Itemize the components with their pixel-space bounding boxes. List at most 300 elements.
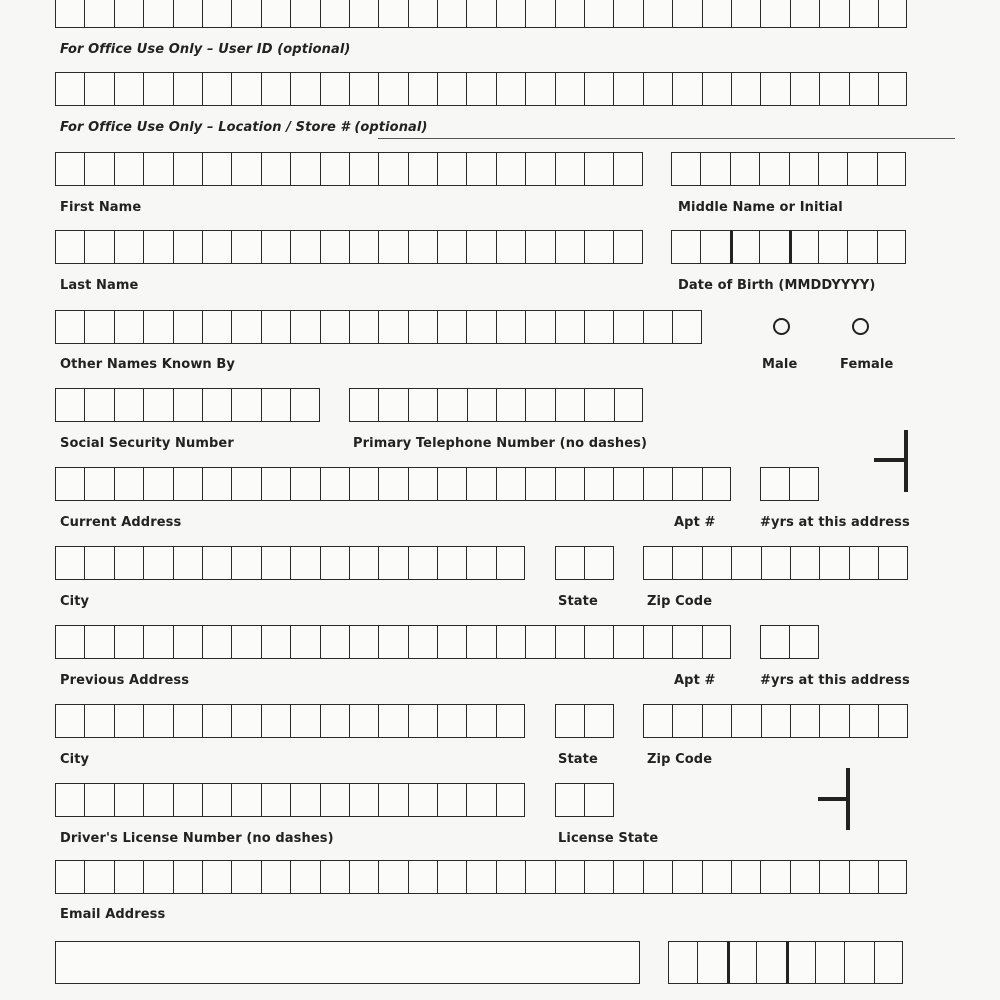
previous-yrs-boxes[interactable] (760, 625, 819, 659)
char-cell[interactable] (143, 152, 172, 186)
char-cell[interactable] (584, 230, 613, 264)
char-cell[interactable] (584, 388, 613, 422)
char-cell[interactable] (55, 783, 84, 817)
char-cell[interactable] (555, 72, 584, 106)
char-cell[interactable] (143, 230, 172, 264)
char-cell[interactable] (759, 230, 788, 264)
char-cell[interactable] (349, 0, 378, 28)
char-cell[interactable] (320, 0, 349, 28)
char-cell[interactable] (819, 546, 848, 580)
char-cell[interactable] (261, 546, 290, 580)
char-cell[interactable] (584, 625, 613, 659)
char-cell[interactable] (761, 546, 790, 580)
char-cell[interactable] (555, 625, 584, 659)
char-cell[interactable] (55, 860, 84, 894)
char-cell[interactable] (671, 230, 700, 264)
char-cell[interactable] (320, 230, 349, 264)
char-cell[interactable] (672, 704, 701, 738)
char-cell[interactable] (408, 783, 437, 817)
char-cell[interactable] (349, 152, 378, 186)
char-cell[interactable] (525, 310, 554, 344)
char-cell[interactable] (613, 860, 642, 894)
char-cell[interactable] (378, 388, 407, 422)
char-cell[interactable] (408, 546, 437, 580)
char-cell[interactable] (408, 0, 437, 28)
char-cell[interactable] (496, 546, 525, 580)
char-cell[interactable] (760, 860, 789, 894)
char-cell[interactable] (525, 72, 554, 106)
char-cell[interactable] (643, 625, 672, 659)
char-cell[interactable] (290, 704, 319, 738)
char-cell[interactable] (613, 230, 642, 264)
char-cell[interactable] (496, 625, 525, 659)
char-cell[interactable] (759, 152, 788, 186)
todays-date-boxes[interactable] (668, 941, 903, 984)
char-cell[interactable] (290, 388, 319, 422)
char-cell[interactable] (849, 860, 878, 894)
char-cell[interactable] (114, 0, 143, 28)
char-cell[interactable] (702, 0, 731, 28)
signature-box[interactable] (55, 941, 640, 984)
city-boxes[interactable] (55, 546, 525, 580)
char-cell[interactable] (55, 625, 84, 659)
char-cell[interactable] (466, 546, 495, 580)
char-cell[interactable] (320, 860, 349, 894)
char-cell[interactable] (114, 388, 143, 422)
char-cell[interactable] (584, 310, 613, 344)
char-cell[interactable] (878, 72, 907, 106)
char-cell[interactable] (613, 0, 642, 28)
char-cell[interactable] (790, 704, 819, 738)
char-cell[interactable] (290, 310, 319, 344)
char-cell[interactable] (467, 388, 496, 422)
char-cell[interactable] (320, 467, 349, 501)
char-cell[interactable] (84, 152, 113, 186)
char-cell[interactable] (261, 388, 290, 422)
char-cell[interactable] (143, 0, 172, 28)
char-cell[interactable] (231, 783, 260, 817)
char-cell[interactable] (143, 546, 172, 580)
char-cell[interactable] (261, 704, 290, 738)
prev-state-boxes[interactable] (555, 704, 614, 738)
char-cell[interactable] (320, 625, 349, 659)
char-cell[interactable] (730, 152, 759, 186)
char-cell[interactable] (437, 230, 466, 264)
char-cell[interactable] (756, 941, 785, 984)
prev-zip-boxes[interactable] (643, 704, 908, 738)
char-cell[interactable] (143, 388, 172, 422)
char-cell[interactable] (818, 152, 847, 186)
char-cell[interactable] (84, 625, 113, 659)
char-cell[interactable] (878, 546, 907, 580)
char-cell[interactable] (173, 783, 202, 817)
char-cell[interactable] (378, 230, 407, 264)
char-cell[interactable] (231, 546, 260, 580)
char-cell[interactable] (525, 625, 554, 659)
top-partial-boxes[interactable] (55, 0, 907, 28)
char-cell[interactable] (849, 704, 878, 738)
char-cell[interactable] (790, 0, 819, 28)
char-cell[interactable] (261, 860, 290, 894)
char-cell[interactable] (525, 152, 554, 186)
char-cell[interactable] (202, 230, 231, 264)
char-cell[interactable] (555, 467, 584, 501)
char-cell[interactable] (55, 0, 84, 28)
char-cell[interactable] (466, 860, 495, 894)
char-cell[interactable] (408, 625, 437, 659)
char-cell[interactable] (702, 72, 731, 106)
current-address-boxes[interactable] (55, 467, 731, 501)
char-cell[interactable] (408, 152, 437, 186)
char-cell[interactable] (613, 72, 642, 106)
char-cell[interactable] (378, 152, 407, 186)
char-cell[interactable] (466, 152, 495, 186)
char-cell[interactable] (143, 467, 172, 501)
char-cell[interactable] (261, 783, 290, 817)
char-cell[interactable] (671, 152, 700, 186)
char-cell[interactable] (202, 783, 231, 817)
char-cell[interactable] (613, 310, 642, 344)
char-cell[interactable] (55, 388, 84, 422)
char-cell[interactable] (877, 152, 906, 186)
char-cell[interactable] (584, 152, 613, 186)
char-cell[interactable] (84, 546, 113, 580)
char-cell[interactable] (466, 467, 495, 501)
char-cell[interactable] (290, 625, 319, 659)
char-cell[interactable] (202, 152, 231, 186)
char-cell[interactable] (173, 72, 202, 106)
char-cell[interactable] (173, 0, 202, 28)
char-cell[interactable] (672, 546, 701, 580)
char-cell[interactable] (496, 72, 525, 106)
char-cell[interactable] (231, 230, 260, 264)
char-cell[interactable] (700, 230, 729, 264)
char-cell[interactable] (290, 72, 319, 106)
char-cell[interactable] (789, 152, 818, 186)
char-cell[interactable] (789, 625, 818, 659)
char-cell[interactable] (202, 388, 231, 422)
char-cell[interactable] (730, 230, 759, 264)
char-cell[interactable] (555, 783, 584, 817)
char-cell[interactable] (437, 388, 466, 422)
char-cell[interactable] (584, 783, 613, 817)
phone-boxes[interactable] (349, 388, 643, 422)
char-cell[interactable] (202, 0, 231, 28)
char-cell[interactable] (290, 546, 319, 580)
char-cell[interactable] (202, 72, 231, 106)
char-cell[interactable] (261, 72, 290, 106)
char-cell[interactable] (525, 0, 554, 28)
char-cell[interactable] (261, 0, 290, 28)
char-cell[interactable] (261, 467, 290, 501)
char-cell[interactable] (847, 230, 876, 264)
char-cell[interactable] (202, 625, 231, 659)
female-radio[interactable] (852, 318, 869, 335)
char-cell[interactable] (349, 625, 378, 659)
char-cell[interactable] (466, 783, 495, 817)
char-cell[interactable] (408, 72, 437, 106)
current-yrs-boxes[interactable] (760, 467, 819, 501)
char-cell[interactable] (173, 152, 202, 186)
char-cell[interactable] (320, 152, 349, 186)
char-cell[interactable] (114, 467, 143, 501)
char-cell[interactable] (672, 467, 701, 501)
char-cell[interactable] (349, 310, 378, 344)
license-number-boxes[interactable] (55, 783, 525, 817)
char-cell[interactable] (555, 704, 584, 738)
first-name-boxes[interactable] (55, 152, 643, 186)
char-cell[interactable] (437, 860, 466, 894)
char-cell[interactable] (760, 625, 789, 659)
char-cell[interactable] (466, 72, 495, 106)
char-cell[interactable] (408, 310, 437, 344)
char-cell[interactable] (202, 860, 231, 894)
char-cell[interactable] (202, 546, 231, 580)
char-cell[interactable] (878, 860, 907, 894)
office-user-id-boxes[interactable] (55, 72, 907, 106)
char-cell[interactable] (261, 310, 290, 344)
char-cell[interactable] (114, 230, 143, 264)
char-cell[interactable] (697, 941, 726, 984)
char-cell[interactable] (143, 625, 172, 659)
char-cell[interactable] (84, 388, 113, 422)
char-cell[interactable] (555, 0, 584, 28)
char-cell[interactable] (437, 625, 466, 659)
previous-address-boxes[interactable] (55, 625, 731, 659)
char-cell[interactable] (584, 860, 613, 894)
char-cell[interactable] (878, 0, 907, 28)
char-cell[interactable] (114, 783, 143, 817)
char-cell[interactable] (349, 783, 378, 817)
char-cell[interactable] (789, 467, 818, 501)
char-cell[interactable] (643, 310, 672, 344)
char-cell[interactable] (202, 467, 231, 501)
char-cell[interactable] (643, 860, 672, 894)
char-cell[interactable] (349, 467, 378, 501)
char-cell[interactable] (849, 0, 878, 28)
char-cell[interactable] (437, 467, 466, 501)
char-cell[interactable] (731, 860, 760, 894)
char-cell[interactable] (496, 152, 525, 186)
char-cell[interactable] (437, 310, 466, 344)
char-cell[interactable] (702, 467, 731, 501)
char-cell[interactable] (114, 546, 143, 580)
char-cell[interactable] (231, 625, 260, 659)
char-cell[interactable] (202, 310, 231, 344)
char-cell[interactable] (173, 704, 202, 738)
char-cell[interactable] (731, 0, 760, 28)
char-cell[interactable] (84, 467, 113, 501)
char-cell[interactable] (790, 72, 819, 106)
char-cell[interactable] (261, 152, 290, 186)
char-cell[interactable] (202, 704, 231, 738)
char-cell[interactable] (849, 72, 878, 106)
char-cell[interactable] (378, 546, 407, 580)
char-cell[interactable] (84, 230, 113, 264)
char-cell[interactable] (555, 152, 584, 186)
char-cell[interactable] (496, 467, 525, 501)
char-cell[interactable] (584, 546, 613, 580)
char-cell[interactable] (320, 546, 349, 580)
char-cell[interactable] (818, 230, 847, 264)
char-cell[interactable] (525, 467, 554, 501)
char-cell[interactable] (877, 230, 906, 264)
char-cell[interactable] (819, 72, 848, 106)
char-cell[interactable] (437, 152, 466, 186)
char-cell[interactable] (613, 152, 642, 186)
char-cell[interactable] (700, 152, 729, 186)
char-cell[interactable] (466, 625, 495, 659)
char-cell[interactable] (847, 152, 876, 186)
char-cell[interactable] (349, 704, 378, 738)
char-cell[interactable] (437, 546, 466, 580)
char-cell[interactable] (555, 230, 584, 264)
char-cell[interactable] (173, 310, 202, 344)
char-cell[interactable] (231, 152, 260, 186)
char-cell[interactable] (672, 625, 701, 659)
char-cell[interactable] (143, 72, 172, 106)
char-cell[interactable] (231, 388, 260, 422)
char-cell[interactable] (378, 860, 407, 894)
char-cell[interactable] (584, 0, 613, 28)
char-cell[interactable] (173, 388, 202, 422)
char-cell[interactable] (290, 860, 319, 894)
char-cell[interactable] (819, 704, 848, 738)
char-cell[interactable] (231, 704, 260, 738)
char-cell[interactable] (408, 230, 437, 264)
char-cell[interactable] (55, 467, 84, 501)
char-cell[interactable] (408, 467, 437, 501)
char-cell[interactable] (437, 704, 466, 738)
license-state-boxes[interactable] (555, 783, 614, 817)
char-cell[interactable] (143, 310, 172, 344)
char-cell[interactable] (466, 230, 495, 264)
char-cell[interactable] (231, 310, 260, 344)
prev-city-boxes[interactable] (55, 704, 525, 738)
char-cell[interactable] (320, 310, 349, 344)
char-cell[interactable] (378, 704, 407, 738)
char-cell[interactable] (55, 230, 84, 264)
char-cell[interactable] (702, 860, 731, 894)
char-cell[interactable] (702, 546, 731, 580)
char-cell[interactable] (378, 467, 407, 501)
char-cell[interactable] (760, 0, 789, 28)
char-cell[interactable] (668, 941, 697, 984)
char-cell[interactable] (261, 625, 290, 659)
char-cell[interactable] (643, 704, 672, 738)
char-cell[interactable] (114, 860, 143, 894)
char-cell[interactable] (496, 230, 525, 264)
char-cell[interactable] (378, 310, 407, 344)
char-cell[interactable] (173, 230, 202, 264)
char-cell[interactable] (466, 310, 495, 344)
char-cell[interactable] (731, 704, 760, 738)
char-cell[interactable] (378, 625, 407, 659)
char-cell[interactable] (496, 783, 525, 817)
char-cell[interactable] (408, 860, 437, 894)
char-cell[interactable] (55, 72, 84, 106)
char-cell[interactable] (55, 152, 84, 186)
char-cell[interactable] (55, 310, 84, 344)
char-cell[interactable] (584, 467, 613, 501)
char-cell[interactable] (702, 625, 731, 659)
char-cell[interactable] (173, 467, 202, 501)
char-cell[interactable] (114, 704, 143, 738)
char-cell[interactable] (143, 860, 172, 894)
char-cell[interactable] (555, 310, 584, 344)
char-cell[interactable] (408, 388, 437, 422)
char-cell[interactable] (815, 941, 844, 984)
char-cell[interactable] (790, 860, 819, 894)
char-cell[interactable] (466, 704, 495, 738)
char-cell[interactable] (672, 72, 701, 106)
char-cell[interactable] (320, 72, 349, 106)
char-cell[interactable] (231, 860, 260, 894)
char-cell[interactable] (849, 546, 878, 580)
char-cell[interactable] (702, 704, 731, 738)
char-cell[interactable] (496, 388, 525, 422)
char-cell[interactable] (672, 0, 701, 28)
other-names-boxes[interactable] (55, 310, 702, 344)
char-cell[interactable] (643, 546, 672, 580)
char-cell[interactable] (84, 0, 113, 28)
char-cell[interactable] (320, 783, 349, 817)
char-cell[interactable] (231, 467, 260, 501)
email-boxes[interactable] (55, 860, 907, 894)
char-cell[interactable] (496, 704, 525, 738)
char-cell[interactable] (261, 230, 290, 264)
char-cell[interactable] (761, 704, 790, 738)
char-cell[interactable] (290, 230, 319, 264)
char-cell[interactable] (786, 941, 815, 984)
char-cell[interactable] (672, 310, 701, 344)
char-cell[interactable] (378, 0, 407, 28)
char-cell[interactable] (408, 704, 437, 738)
char-cell[interactable] (878, 704, 907, 738)
char-cell[interactable] (290, 783, 319, 817)
char-cell[interactable] (84, 72, 113, 106)
char-cell[interactable] (349, 860, 378, 894)
char-cell[interactable] (760, 72, 789, 106)
char-cell[interactable] (525, 388, 554, 422)
char-cell[interactable] (378, 72, 407, 106)
char-cell[interactable] (231, 0, 260, 28)
char-cell[interactable] (643, 72, 672, 106)
char-cell[interactable] (84, 704, 113, 738)
char-cell[interactable] (731, 546, 760, 580)
char-cell[interactable] (349, 546, 378, 580)
char-cell[interactable] (320, 704, 349, 738)
char-cell[interactable] (378, 783, 407, 817)
char-cell[interactable] (437, 72, 466, 106)
char-cell[interactable] (173, 625, 202, 659)
char-cell[interactable] (555, 546, 584, 580)
char-cell[interactable] (555, 388, 584, 422)
male-radio[interactable] (773, 318, 790, 335)
char-cell[interactable] (349, 388, 378, 422)
char-cell[interactable] (819, 0, 848, 28)
char-cell[interactable] (643, 0, 672, 28)
dob-boxes[interactable] (671, 230, 906, 264)
char-cell[interactable] (349, 72, 378, 106)
char-cell[interactable] (173, 860, 202, 894)
char-cell[interactable] (143, 783, 172, 817)
char-cell[interactable] (55, 704, 84, 738)
char-cell[interactable] (727, 941, 756, 984)
char-cell[interactable] (437, 783, 466, 817)
char-cell[interactable] (114, 152, 143, 186)
char-cell[interactable] (349, 230, 378, 264)
